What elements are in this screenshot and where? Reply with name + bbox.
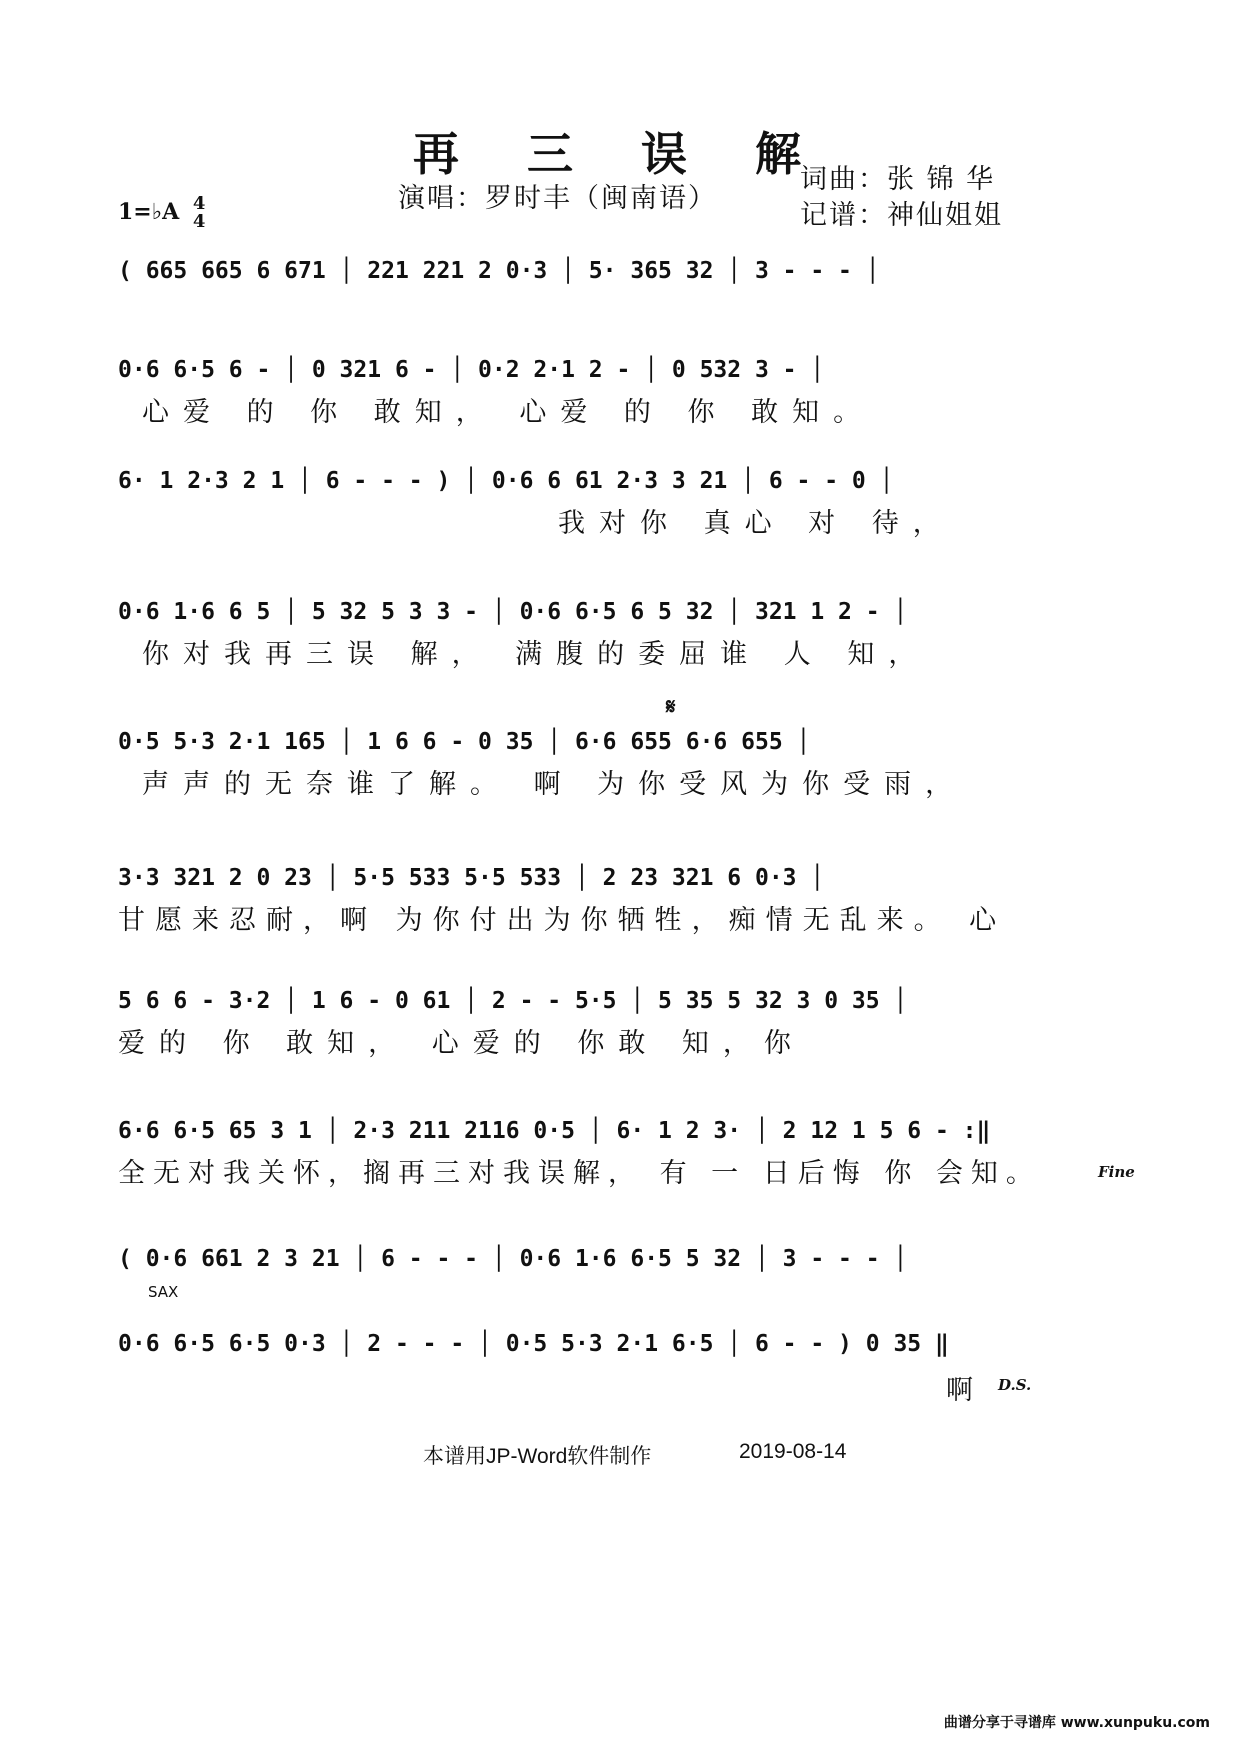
notes: 0·6 6·5 6·5 0·3 │ 2 - - - │ 0·5 5·3 2·1 6·5 │ 6 - - ) 0 35 ‖ <box>118 1331 949 1357</box>
notes: 5 6 6 - 3·2 │ 1 6 - 0 61 │ 2 - - 5·5 │ 5 35 5 32 3 0 35 │ <box>118 988 908 1014</box>
score-line-7 <box>118 985 1130 1059</box>
fine-mark: Fine <box>1098 1163 1135 1181</box>
lyrics: 心爱 的 你 敢知， 心爱 的 你 敢知。 <box>142 397 875 428</box>
notes: ( 0·6 661 2 3 21 │ 6 - - - │ 0·6 1·6 6·5 5 32 │ 3 - - - │ <box>118 1246 908 1272</box>
notes: ( 665 665 6 671 │ 221 221 2 0·3 │ 5· 365 32 │ 3 - - - │ <box>118 258 880 284</box>
notes: 0·5 5·3 2·1 165 │ 1 6 6 - 0 35 │ 6·6 655 6·6 655 │ <box>118 729 811 755</box>
lyrics: 我对你 真心 对 待， <box>558 508 954 539</box>
time-sig-top: 4 <box>192 193 206 214</box>
score-line-9 <box>118 1243 1130 1303</box>
key-signature <box>118 195 205 231</box>
score-line-8 <box>118 1115 1135 1189</box>
ds-mark: D.S. <box>998 1376 1032 1394</box>
time-signature <box>193 195 206 231</box>
notes: 6·6 6·5 65 3 1 │ 2·3 211 2116 0·5 │ 6· 1 2 3· │ 2 12 1 5 6 - :‖ <box>118 1118 991 1144</box>
notes: 0·6 1·6 6 5 │ 5 32 5 3 3 - │ 0·6 6·5 6 5 32 │ 321 1 2 - │ <box>118 599 908 625</box>
lyrics: 声声的无奈谁了解。 啊 为你受风为你受雨， <box>142 769 967 800</box>
transcriber-credit: 记谱：神仙姐姐 <box>800 200 1003 231</box>
key-label: 1=♭A <box>118 199 180 225</box>
notes: 6· 1 2·3 2 1 │ 6 - - - ) │ 0·6 6 61 2·3 3 21 │ 6 - - 0 │ <box>118 468 894 494</box>
singer-credit: 演唱：罗时丰（闽南语） <box>398 183 717 214</box>
notes: 3·3 321 2 0 23 │ 5·5 533 5·5 533 │ 2 23 321 6 0·3 │ <box>118 865 825 891</box>
footer-made-with: 本谱用JP-Word软件制作 <box>423 1445 652 1468</box>
score-line-5 <box>118 694 1130 800</box>
page-title: 再 三 误 解 <box>412 127 828 181</box>
composer-credit: 词曲：张 锦 华 <box>800 164 996 195</box>
score-line-6 <box>118 862 1130 936</box>
lyrics: 你对我再三误 解， 满腹的委屈谁 人 知， <box>142 639 930 670</box>
notes: 0·6 6·5 6 - │ 0 321 6 - │ 0·2 2·1 2 - │ 0 532 3 - │ <box>118 357 825 383</box>
sax-label: SAX <box>148 1283 179 1301</box>
score-line-3 <box>118 465 1130 539</box>
segno-mark: 𝄋 <box>666 694 676 720</box>
lyrics: 全无对我关怀，搁再三对我误解， 有 一 日后悔 你 会知。 <box>118 1158 1041 1189</box>
site-watermark: 曲谱分享于寻谱库 www.xunpuku.com <box>943 1715 1210 1731</box>
score-line-2 <box>118 354 1130 428</box>
time-sig-bottom: 4 <box>192 211 206 232</box>
lyrics: 爱的 你 敢知， 心爱的 你敢 知，你 <box>118 1028 805 1059</box>
score-line-1 <box>118 255 1130 315</box>
lyrics: 甘愿来忍耐，啊 为你付出为你牺牲，痴情无乱来。 心 <box>118 905 1007 936</box>
score-line-10 <box>118 1328 1130 1406</box>
footer-date: 2019-08-14 <box>739 1440 847 1463</box>
lyrics: 啊 <box>946 1375 987 1406</box>
score-line-4 <box>118 596 1130 670</box>
